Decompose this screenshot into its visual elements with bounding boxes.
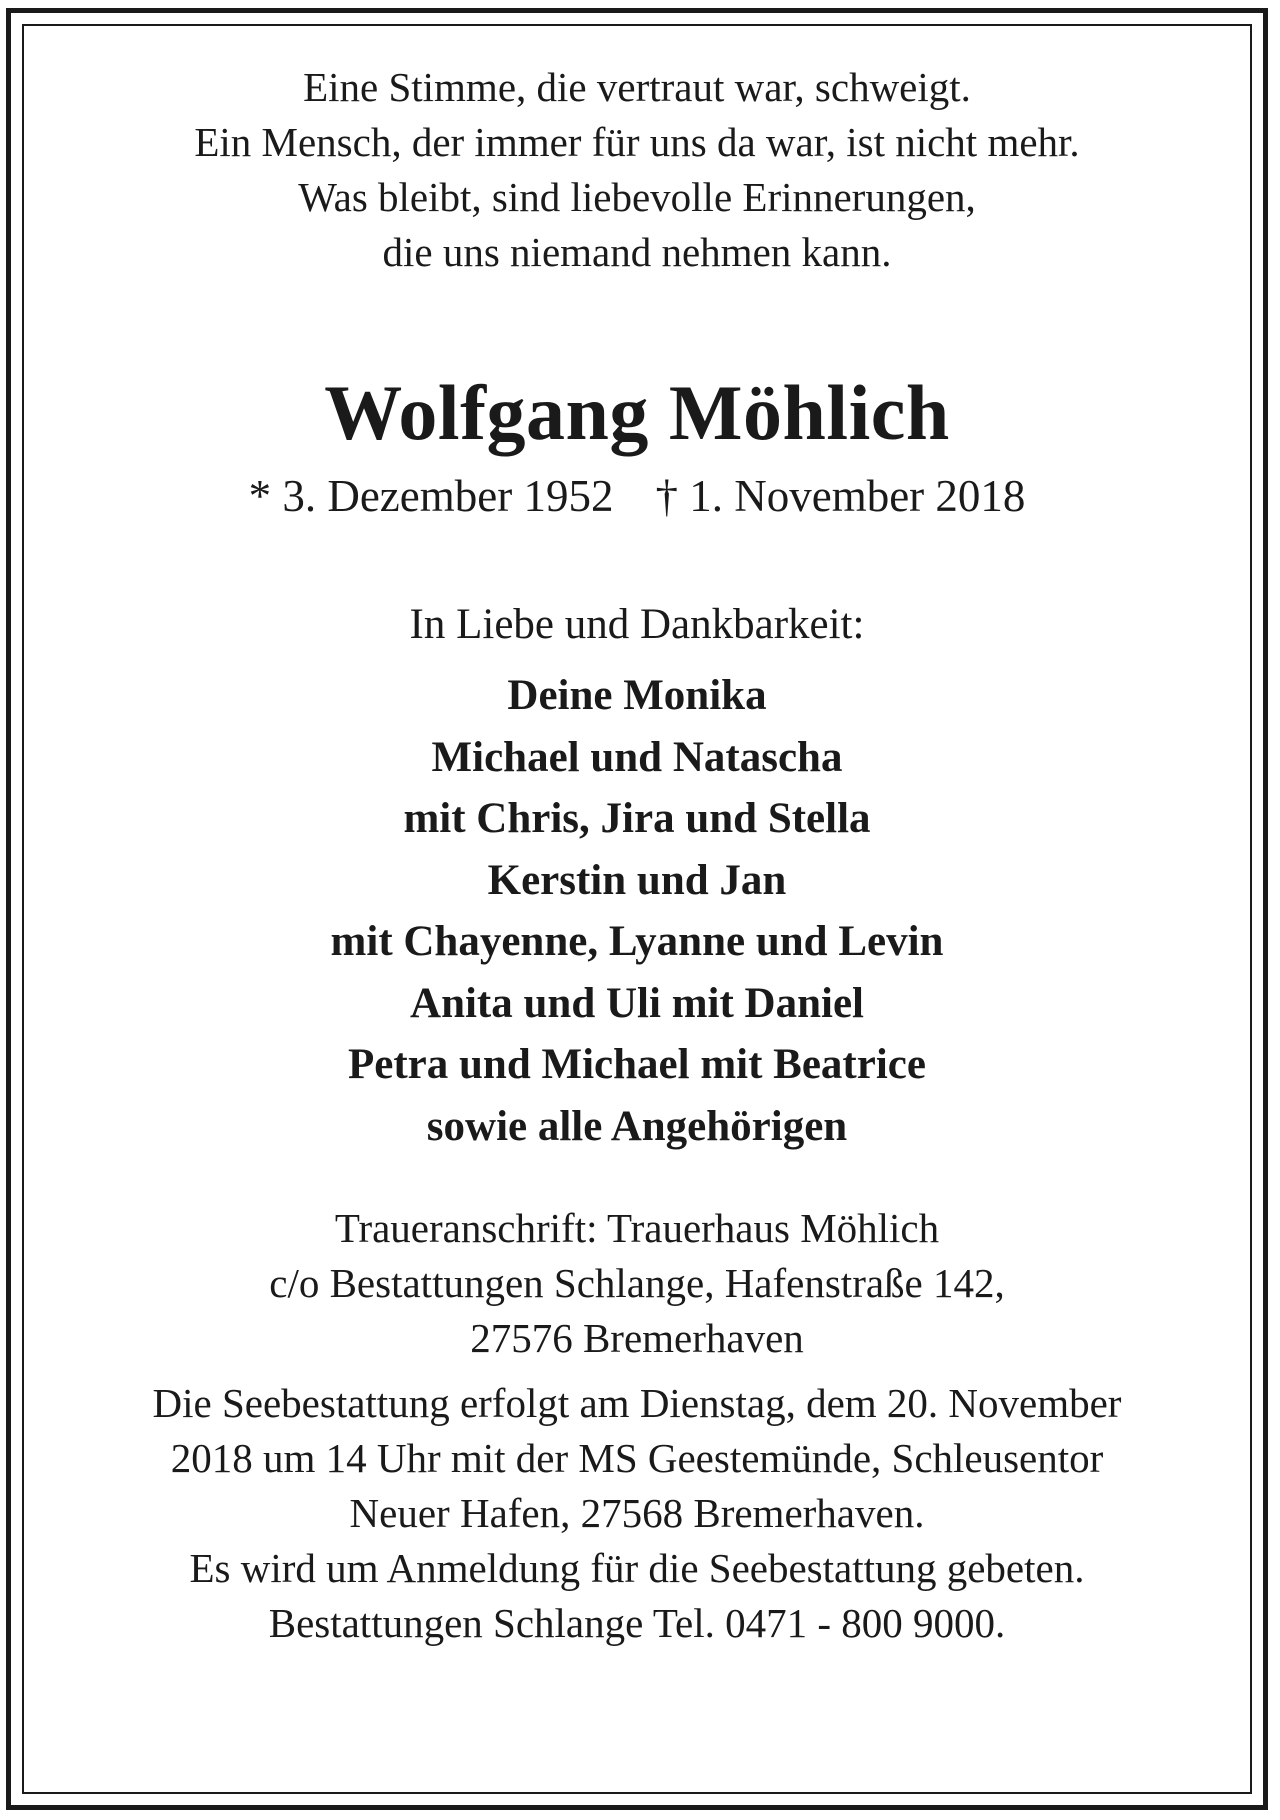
obituary-notice [24, 26, 1250, 1651]
burial-info-line: Neuer Hafen, 27568 Bremerhaven. [349, 1490, 925, 1536]
burial-info [24, 1376, 1250, 1651]
poem-line: Eine Stimme, die vertraut war, schweigt. [303, 64, 971, 110]
mourner-line: sowie alle Angehörigen [426, 1102, 848, 1150]
mourning-address [24, 1201, 1250, 1366]
burial-info-line: Bestattungen Schlange Tel. 0471 - 800 9000. [268, 1600, 1006, 1646]
mourner-line: Deine Monika [507, 672, 767, 719]
deceased-name: Wolfgang Möhlich [324, 369, 950, 456]
mourner-line: mit Chris, Jira und Stella [403, 795, 871, 842]
memorial-poem [24, 60, 1250, 280]
dedication-line: In Liebe und Dankbarkeit: [409, 601, 865, 648]
poem-line: die uns niemand nehmen kann. [382, 229, 892, 275]
mourner-line: Anita und Uli mit Daniel [410, 979, 864, 1027]
mourner-line: Petra und Michael mit Beatrice [348, 1041, 926, 1088]
life-dates [24, 467, 1250, 525]
poem-line: Was bleibt, sind liebevolle Erinnerungen, [298, 174, 976, 220]
mourner-line: mit Chayenne, Lyanne und Levin [330, 918, 944, 965]
mourner-line: Kerstin und Jan [487, 856, 787, 904]
address-line: c/o Bestattungen Schlange, Hafenstraße 142, [269, 1260, 1005, 1306]
burial-info-line: Die Seebestattung erfolgt am Dienstag, dem 20. November [152, 1380, 1122, 1426]
death-date: † 1. November 2018 [655, 471, 1026, 521]
mourners-list [24, 665, 1250, 1157]
mourner-line: Michael und Natascha [431, 733, 843, 781]
birth-date: * 3. Dezember 1952 [248, 471, 614, 521]
poem-line: Ein Mensch, der immer für uns da war, ist nicht mehr. [194, 119, 1080, 165]
burial-info-line: 2018 um 14 Uhr mit der MS Geestemünde, Schleusentor [170, 1435, 1104, 1481]
address-line: 27576 Bremerhaven [470, 1315, 804, 1361]
burial-info-line: Es wird um Anmeldung für die Seebestattung gebeten. [189, 1545, 1085, 1591]
address-line: Traueranschrift: Trauerhaus Möhlich [334, 1205, 940, 1251]
